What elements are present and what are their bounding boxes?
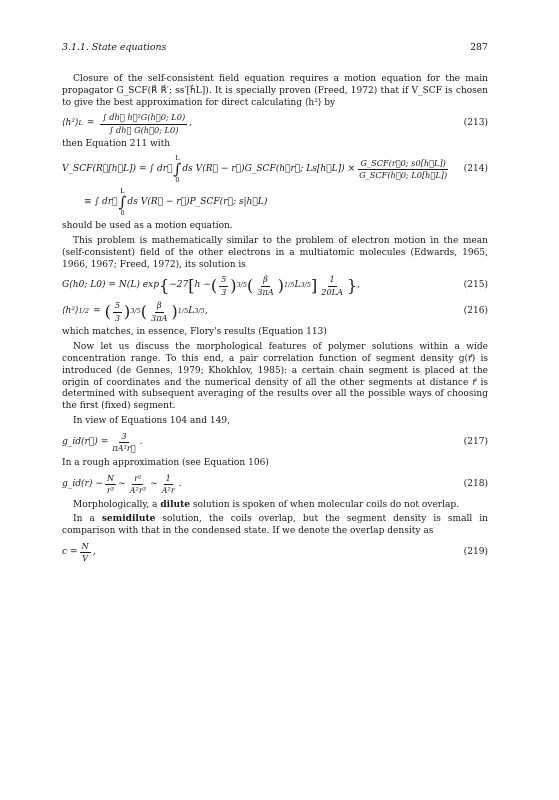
eq219-number: (219) xyxy=(463,547,488,558)
paragraph-in-view: In view of Equations 104 and 149, xyxy=(73,415,231,426)
eq213-number: (213) xyxy=(463,118,488,129)
eq215-lhs: G(h0; L0) = N(L) exp xyxy=(62,280,159,291)
running-head xyxy=(62,42,488,53)
paragraph-motion: should be used as a motion equation. xyxy=(62,221,233,232)
equation-216: ⟨h²⟩ 1/2 = ( $\frac{5}{3}$ ) 3/5 ( $\frac{\beta}{3\pi A}$ ) 1/5 L 3/5 , (216) xyxy=(62,300,488,323)
main-content xyxy=(62,74,488,568)
eq214b-lhs: ≡ ∫ dr⃗ xyxy=(84,196,118,207)
eq214-numerator: G_SCF(r⃗0; s0[h⃗L]) xyxy=(358,159,447,171)
paragraph-flory: which matches, in essence, Flory's results (Equation 113) xyxy=(62,327,327,338)
equation-217: g_id(r⃗) = $\frac{3}{\text{πA²r⃗}}$ . (217) xyxy=(62,430,488,454)
paragraph-rough: In a rough approximation (see Equation 106) xyxy=(62,457,269,468)
eq214-denominator: G_SCF(h⃗0; L0[h⃗L]) xyxy=(359,170,448,181)
equation-214 xyxy=(62,155,488,184)
equation-213: ⟨h²⟩ L = $\frac{\text{∫ dh⃗ h⃗²G(h⃗0; L0)}}{\int dh⃗ G(h⃗0; L0)}$ , (213) xyxy=(62,112,488,135)
paragraph-dilute: Morphologically, a dilute solution is spoken of when molecular coils do not overlap. xyxy=(73,499,460,510)
eq218-number: (218) xyxy=(463,478,488,489)
equation-219: c = $\frac{N}{V}$ , (219) xyxy=(62,540,488,564)
eq214-body: ds V(R⃗ − r⃗)G_SCF(h⃗r⃗; Ls[h⃗L]) × xyxy=(182,163,356,174)
page-number: 287 xyxy=(470,42,488,53)
paragraph-morphology: Now let us discuss the morphological features of polymer solutions within a wide concentration range. To this end, a pair correlation function of segment density g(r⃗) is introduced (de Gennes, 1979; Khokhlov, 1985): a certain chain segment is placed at the origin of coordinates and the numerical density of all the other segments at distance r⃗ is determined with subsequent averaging of the results over all the possible ways of choosing the first (fixed) segment. xyxy=(62,342,488,412)
eq214-lhs: V_SCF(R⃗[h⃗L]) = ∫ dr⃗ xyxy=(62,163,173,174)
eq214-fraction xyxy=(357,159,449,181)
eq217-number: (217) xyxy=(463,436,488,447)
eq213-tail: , xyxy=(189,118,193,129)
term-semidilute: semidilute xyxy=(101,514,156,525)
term-dilute: dilute xyxy=(160,499,191,510)
equation-215: G(h0; L0) = N(L) exp { −27 [ h − ( $\frac{5}{3}$ ) 3/5 ( $\frac{\beta}{3\pi A}$ ) 1/5 L 3/5 ] $\frac{1}{20LA}$ } , (215) xyxy=(62,274,488,297)
eq213-fraction xyxy=(100,113,187,135)
eq216-number: (216) xyxy=(463,306,488,317)
eq214-number: (214) xyxy=(463,163,488,174)
integral-sign: L ∫ 0 xyxy=(173,154,182,185)
eq215-number: (215) xyxy=(463,280,488,291)
paragraph-then: then Equation 211 with xyxy=(62,139,171,150)
eq213-lhs: ⟨h²⟩ xyxy=(62,118,79,129)
paragraph-closure: Closure of the self-consistent field equation requires a motion equation for the main propagator G_SCF(R⃗ R⃗′; ss′[h⃗L]). It is specially proven (Freed, 1972) that if V_SCF is chosen to give the best approximation for direct calculating ⟨h²⟩ by xyxy=(62,74,488,108)
paragraph-electron: This problem is mathematically similar to the problem of electron motion in the mean (self-consistent) field of the other electrons in a multiatomic molecules (Edwards, 1965, 1966, 1967; Freed, 1972), its solution is xyxy=(62,235,488,270)
paragraph-semidilute: In a semidilute solution, the coils overlap, but the segment density is small in comparison with that in the condensed state. If we denote the overlap density as xyxy=(62,514,489,537)
equation-214-continuation xyxy=(84,188,488,217)
eq213-numerator: ∫ dh⃗ h⃗²G(h⃗0; L0) xyxy=(100,113,187,125)
integral-sign: L ∫ 0 xyxy=(118,187,127,218)
section-title: 3.1.1. State equations xyxy=(62,42,167,53)
eq213-lhs-sub: L xyxy=(78,119,83,128)
equation-218: g_id(r) ∼ $\frac{N}{\text{r³}}$ ∼ $\frac{\text{r²}}{\text{A²r³}}$ ∼ $\frac{1}{\text{A²r}}$ . (218) xyxy=(62,472,488,496)
eq213-denominator: ∫ dh⃗ G(h⃗0; L0) xyxy=(109,124,179,135)
eq214b-body: ds V(R⃗ − r⃗)P_SCF(r⃗; s|h⃗L) xyxy=(127,196,268,207)
